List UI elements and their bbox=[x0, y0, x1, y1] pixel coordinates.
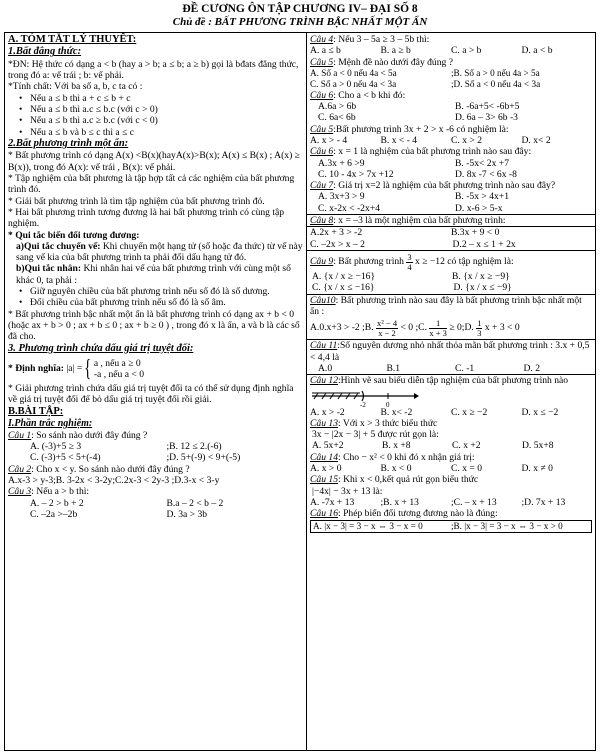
question-8-options bbox=[310, 158, 592, 169]
question-18-options bbox=[310, 520, 592, 533]
question-1-options bbox=[8, 441, 303, 452]
question-1-options bbox=[8, 452, 303, 463]
question-13: Câu 11:Số nguyên dương nhỏ nhất thỏa mãn bất phương trình : 3.x + 0,5 < 4,4 là bbox=[307, 339, 595, 363]
fraction: $\frac{3}{4}$ bbox=[407, 252, 412, 272]
question-5: Câu 5: Mệnh đề nào dưới đây đúng ? bbox=[310, 56, 453, 68]
option: C. –2x > x – 2 bbox=[310, 238, 365, 250]
question-8: Câu 6: x = 1 là nghiệm của bất phương trình nào sau đây: bbox=[310, 146, 532, 158]
option: B. a ≥ b bbox=[380, 45, 411, 57]
question-8-options bbox=[310, 169, 592, 180]
section-1-heading: 1.Bất đẳng thức: bbox=[8, 46, 82, 58]
option: D. 3a > 3b bbox=[166, 508, 208, 520]
multiple-choice-heading: I.Phần trắc nghiệm: bbox=[8, 418, 93, 429]
section-b-heading: B.BÀI TẬP: bbox=[8, 405, 64, 417]
option: C. x = 0 bbox=[451, 463, 482, 475]
question-4: Câu 4: Nếu 3 – 5a ≥ 3 – 5b thì: bbox=[310, 34, 430, 45]
question-11: Câu 9: Bất phương trình $\frac{3}{4}$ x ≥ −12 có tập nghiệm là: bbox=[310, 252, 514, 272]
question-3-options bbox=[8, 498, 303, 509]
property-item: • Nếu a ≤ b thì a + c ≤ b + c bbox=[8, 93, 303, 104]
question-9-options bbox=[310, 191, 592, 202]
question-17-options bbox=[310, 497, 592, 508]
option: D. a < b bbox=[521, 45, 553, 57]
option: D. 2 bbox=[523, 362, 541, 374]
question-4-options bbox=[310, 45, 592, 56]
question-9-options bbox=[310, 203, 592, 214]
option: A. x > -2 bbox=[310, 406, 345, 418]
tick-label-0: 0 bbox=[386, 400, 390, 407]
option: A. 5x+2 bbox=[312, 440, 344, 452]
question-14: Câu 12:Hình vẽ sau biểu diễn tập nghiệm của bất phương trình nào -2 0 bbox=[307, 374, 595, 406]
properties-intro: *Tính chất: Với ba số a, b, c ta có : bbox=[8, 81, 143, 93]
option: B.1 bbox=[386, 362, 401, 374]
rule-b-item: • Đổi chiều của bất phương trình nếu số đó là số âm. bbox=[8, 297, 303, 308]
question-10: Câu 8: x = –3 là một nghiệm của bất phương trình: bbox=[307, 214, 595, 227]
option: B. x< -2 bbox=[380, 406, 413, 418]
right-column bbox=[307, 33, 595, 750]
question-17: Câu 15: Khi x < 0,kết quả rút gọn biểu thức bbox=[310, 474, 479, 486]
option: B. -6a+5< -6b+5 bbox=[455, 100, 520, 112]
option: C. {x / x ≤ −16} bbox=[312, 282, 375, 294]
question-9: Câu 7: Giá trị x=2 là nghiệm của bất phương trình nào sau đây? bbox=[310, 180, 556, 192]
question-15-expression: 3x − |2x − 3| + 5 được rút gọn là: bbox=[312, 429, 439, 441]
question-10-options bbox=[310, 227, 592, 238]
question-15: Câu 13: Với x > 3 thức biểu thức bbox=[310, 417, 438, 429]
option: B. -5x< 2x +7 bbox=[455, 157, 509, 169]
question-16: Câu 14: Cho − x² < 0 khi đó x nhận giá trị: bbox=[310, 451, 475, 463]
option: A. a ≤ b bbox=[310, 45, 341, 57]
option: ;B. |x − 3| = 3 − x ⇔ 3 − x > 0 bbox=[451, 520, 563, 531]
option: C. 10 - 4x > 7x +12 bbox=[318, 168, 394, 180]
question-7: Câu 5:Bất phương trình 3x + 2 > x -6 có nghiệm là: bbox=[310, 123, 509, 135]
option: B. x +8 bbox=[382, 440, 411, 452]
question-5-options bbox=[310, 68, 592, 79]
option: A. x > 0 bbox=[310, 463, 342, 475]
document-subtitle bbox=[4, 16, 596, 29]
option: A. 3x+3 > 9 bbox=[318, 191, 365, 203]
option: D. x ≤ −2 bbox=[521, 406, 559, 418]
question-7-options bbox=[310, 135, 592, 146]
option: C. Số a > 0 nếu 4a < 3a bbox=[310, 78, 397, 89]
option: C. 6a< 6b bbox=[318, 112, 356, 124]
option: A. |x − 3| = 3 − x ⇔ 3 − x = 0 bbox=[313, 520, 423, 531]
option: C. a > b bbox=[451, 45, 482, 57]
option: B. {x / x ≥ −9} bbox=[452, 271, 510, 283]
option: C. (-3)+5 < 5+(-4) bbox=[30, 452, 101, 464]
content-columns bbox=[4, 32, 596, 751]
option: A. Số a < 0 nếu 4a < 5a bbox=[310, 67, 397, 78]
option: A.3x + 6 >9 bbox=[318, 157, 365, 169]
option: B. -5x > 4x+1 bbox=[455, 191, 509, 203]
question-18: Câu 16: Phép biến đổi tương đương nào là đúng: bbox=[310, 508, 498, 520]
tick-label-minus-2: -2 bbox=[360, 400, 366, 407]
option: ;B. Số a > 0 nếu 4a > 5a bbox=[451, 67, 540, 78]
option: D. {x / x ≤ −9} bbox=[453, 282, 512, 294]
question-13-options bbox=[310, 363, 592, 374]
abs-solving-note: * Giải phương trình chứa dấu giá trị tuyệt đối ta có thể sử dụng định nghĩa về giá trị tuyệt đối để bỏ dấu giá trị tuyệt đối rồi giải. bbox=[8, 383, 294, 406]
first-degree-def: * Bất phương trình bậc nhất một ẩn là bất phương trình có dạng ax + b < 0 (hoặc ax + b > 0 ; ax + b ≤ 0 ; ax + b ≥ 0 ) , trong đó x là ẩn, a và b là các số đã cho. bbox=[8, 308, 300, 343]
option: A. x > - 4 bbox=[310, 134, 348, 146]
question-12-options: A.0.x+3 > -2 ;B. $\frac{\text{x² − 4}}{x - 2}$ < 0 ;C. $\frac{1}{x + 3}$ ≥ 0;D. $\frac{1}{3}$ x + 3 < 0 bbox=[310, 318, 520, 338]
option: C. -1 bbox=[455, 362, 475, 374]
fraction: $\frac{1}{x + 3}$ bbox=[429, 318, 447, 338]
question-1: Câu 1: So sánh nào dưới đây đúng ? bbox=[8, 429, 148, 441]
question-3: Câu 3: Nếu a > b thì: bbox=[8, 486, 90, 498]
property-item: • Nếu a ≤ b thì a.c ≤ b.c (với c > 0) bbox=[8, 104, 303, 115]
equivalent-def: * Hai bất phương trình tương đương là hai bất phương trình có cùng tập nghiệm. bbox=[8, 206, 285, 230]
section-a-heading: A. TÓM TẮT LÝ THUYẾT: bbox=[8, 34, 137, 45]
section-2-heading: 2.Bất phương trình một ẩn: bbox=[8, 137, 129, 149]
option: A.2x + 3 > -2 bbox=[310, 227, 363, 239]
option: B.3x + 9 < 0 bbox=[451, 227, 500, 239]
abs-case-2: -a , nếu a < 0 bbox=[93, 369, 145, 380]
option: C. x-2x < -2x+4 bbox=[318, 202, 380, 214]
option: A. -7x + 13 bbox=[310, 497, 355, 509]
question-3-options bbox=[8, 509, 303, 520]
question-2: Câu 2: Cho x < y. So sánh nào dưới đây đúng ? bbox=[8, 463, 190, 475]
topic-label: Chủ đề : bbox=[172, 16, 215, 29]
number-line-figure bbox=[310, 387, 420, 407]
option: A. {x / x ≥ −16} bbox=[312, 271, 376, 283]
option: B. x < - 4 bbox=[380, 134, 418, 146]
abs-lhs: |a| = bbox=[66, 363, 83, 375]
option: C. x > 2 bbox=[451, 134, 482, 146]
option: C. x ≥ −2 bbox=[451, 406, 488, 418]
option: ;D. 7x + 13 bbox=[521, 497, 566, 509]
solve-def: * Giải bất phương trình là tìm tập nghiệm của bất phương trình đó. bbox=[8, 195, 265, 207]
question-5-options bbox=[310, 79, 592, 90]
question-17-expression: |−4x| − 3x + 13 là: bbox=[312, 485, 383, 497]
question-14-options bbox=[310, 407, 592, 418]
question-6-options bbox=[310, 101, 592, 112]
inequality-definition: *ĐN: Hệ thức có dạng a < b (hay a > b; a ≤ b; a ≥ b) gọi là bđats đẳng thức, trong đó a: vế trái ; b: vế phải. bbox=[8, 58, 299, 82]
rule-b-item: • Giữ nguyên chiều của bất phương trình nếu số đó là số dương. bbox=[8, 286, 303, 297]
option: A. (-3)+5 ≥ 3 bbox=[30, 441, 82, 453]
number-line-arrow bbox=[414, 393, 419, 399]
option: A.0 bbox=[318, 362, 333, 374]
abs-definition: * Định nghĩa: |a| = { a , nếu a ≥ 0 -a , nếu a < 0 bbox=[8, 356, 145, 382]
property-item: • Nếu a ≤ b thì a.c ≥ b.c (với c < 0) bbox=[8, 115, 303, 126]
question-12: Câu10: Bất phương trình nào sau đây là bất phương trình bậc nhất một ẩn : bbox=[310, 294, 582, 317]
option: D. 5x+8 bbox=[522, 440, 554, 452]
question-6-options bbox=[310, 112, 592, 123]
property-item: • Nếu a ≤ b và b ≤ c thì a ≤ c bbox=[8, 127, 303, 138]
option: D. x-6 > 5-x bbox=[455, 202, 503, 214]
question-15-options bbox=[310, 440, 592, 451]
question-10-options bbox=[307, 239, 595, 251]
rule-a: a)Qui tắc chuyển vế: Khi chuyển một hạng tử (số hoặc đa thức) từ vế này sang vế kia của bất phương trình ta phải đổi dấu hạng tử đó. bbox=[16, 240, 303, 264]
option: ;D. 5+(-9) < 9+(-5) bbox=[166, 452, 241, 464]
question-16-options bbox=[310, 463, 592, 474]
option: ;B. 12 ≤ 2.(-6) bbox=[166, 441, 222, 453]
question-11-options bbox=[310, 271, 592, 282]
abs-case-1: a , nếu a ≥ 0 bbox=[93, 357, 141, 369]
solution-set-def: * Tập nghiệm của bất phương là tập hợp tất cả các nghiệm của bất phương trình đó. bbox=[8, 172, 295, 196]
fraction: $\frac{\text{x² − 4}}{x - 2}$ bbox=[377, 318, 398, 338]
option: D. 8x -7 < 6x -8 bbox=[455, 168, 517, 180]
option: ;B. x + 13 bbox=[380, 497, 419, 509]
option: B.a – 2 < b – 2 bbox=[166, 497, 224, 509]
option: D.2 – x ≤ 1 + 2x bbox=[452, 238, 516, 250]
option: D. x ≠ 0 bbox=[521, 463, 553, 475]
option: D. x< 2 bbox=[521, 134, 551, 146]
question-11-options bbox=[307, 282, 595, 294]
option: A.6a > 6b bbox=[318, 100, 357, 112]
left-column bbox=[5, 33, 307, 750]
document-title: ĐỀ CƯƠNG ÔN TẬP CHƯƠNG IV– ĐẠI SỐ 8 bbox=[182, 3, 418, 15]
topic-text: BẤT PHƯƠNG TRÌNH BẬC NHẤT MỘT ẨN bbox=[214, 16, 428, 29]
rule-b: b)Qui tắc nhân: Khi nhân hai vế của bất phương trình với cùng một số khác 0, ta phải : bbox=[16, 263, 291, 286]
option: ;D. Số a < 0 nếu 4a < 3a bbox=[451, 78, 541, 89]
option: B. x < 0 bbox=[380, 463, 412, 475]
option: C. x +2 bbox=[452, 440, 481, 452]
option: C. –2a >–2b bbox=[30, 508, 78, 520]
option: ;C. – x + 13 bbox=[451, 497, 497, 509]
rules-heading: * Qui tắc biến đổi tương đương: bbox=[8, 229, 140, 241]
fraction: $\frac{1}{3}$ bbox=[477, 318, 482, 338]
question-2-options: A.x-3 > y-3;B. 3-2x < 3-2y;C.2x-3 < 2y-3 ;D.3-x < 3-y bbox=[8, 475, 220, 487]
question-6: Câu 6: Cho a < b khi đó: bbox=[310, 89, 406, 101]
option: A. – 2 > b + 2 bbox=[30, 497, 84, 509]
option: D. 6a – 3> 6b -3 bbox=[455, 112, 518, 124]
section-3-heading: 3. Phương trình chứa dấu giá trị tuyệt đối: bbox=[8, 342, 194, 354]
inequation-form: * Bất phương trình có dạng A(x) <B(x)(hayA(x)>B(x); A(x) ≤ B(x) ; A(x) ≥ B(x)), trong đó A(x): vế trái , B(x): vế phải. bbox=[8, 150, 300, 173]
